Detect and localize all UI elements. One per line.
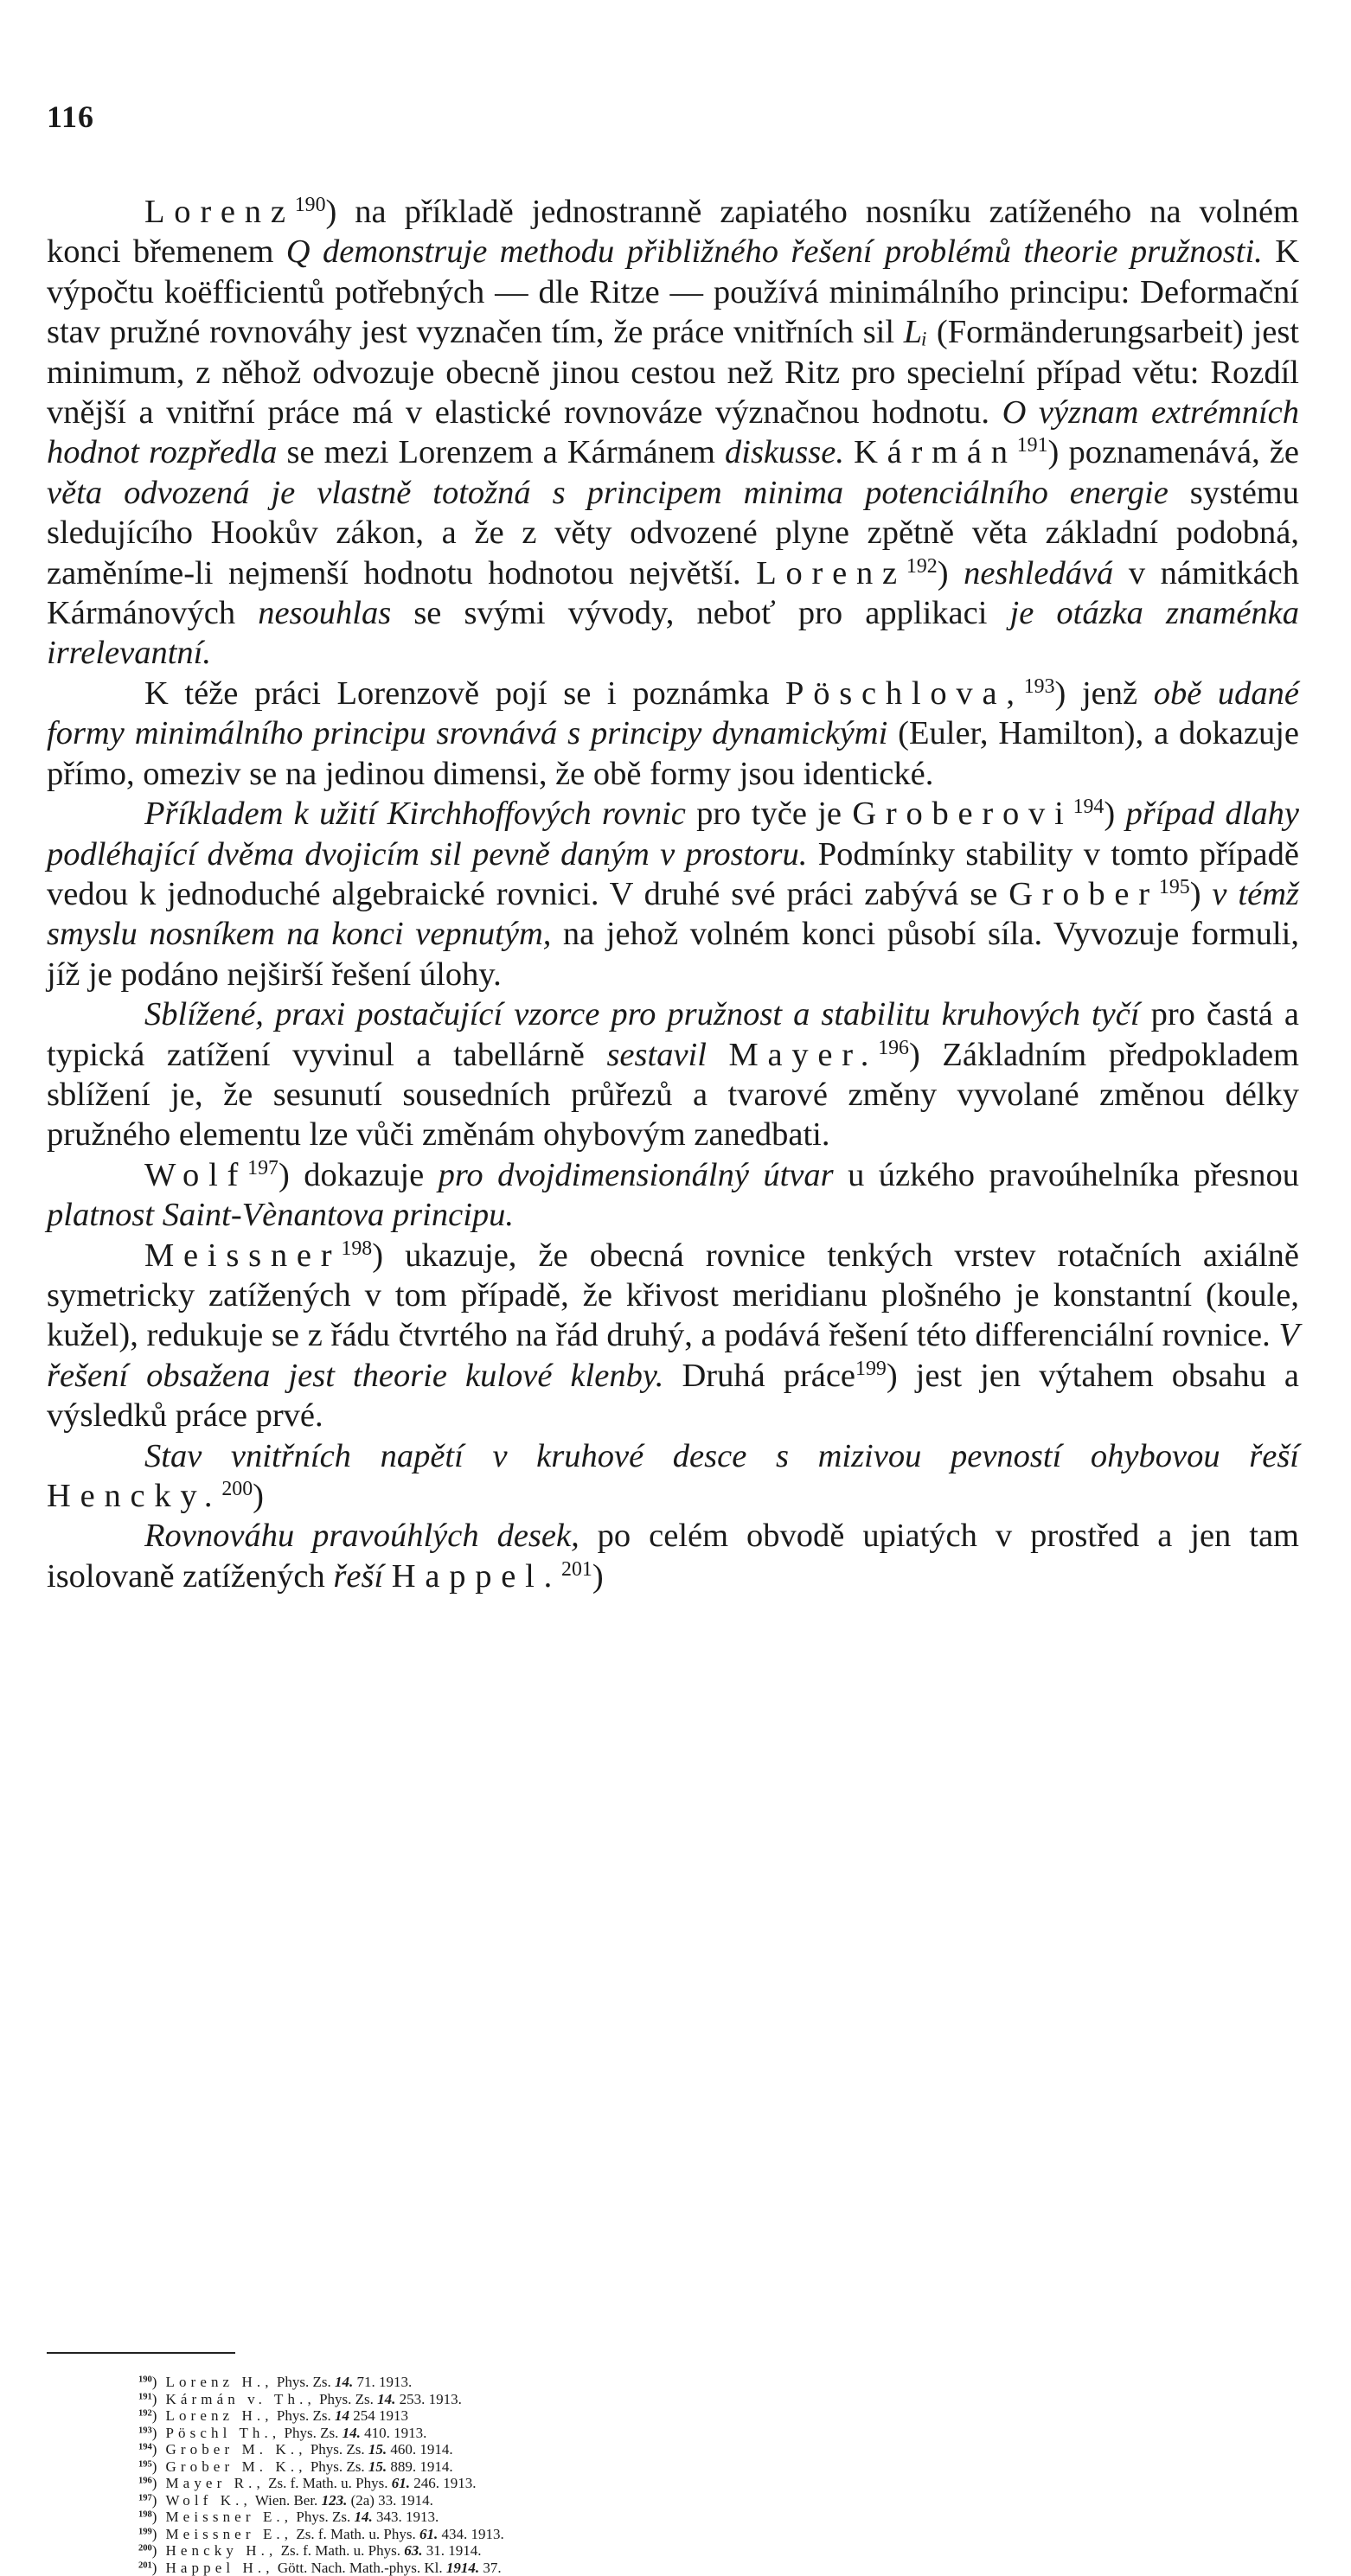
footnote-pages-year: 434. 1913. — [438, 2526, 504, 2542]
text-segment: pro dvojdimensionálný útvar — [439, 1157, 834, 1193]
footnote-pages-year: (2a) 33. 1914. — [347, 2492, 433, 2509]
footnote-bracket: ) — [152, 2374, 157, 2390]
footnote-bracket: ) — [152, 2458, 157, 2475]
footnote-number: 200 — [138, 2544, 152, 2554]
footnote-bracket: ) — [152, 2509, 157, 2525]
footnote-separator — [47, 2352, 235, 2354]
paragraph — [47, 1236, 1299, 1436]
footnote-reference: 199 — [855, 1358, 887, 1380]
text-segment: ) dokazuje — [279, 1157, 439, 1193]
text-segment: v námitkách Kármánových — [47, 555, 1299, 631]
text-segment — [383, 1558, 392, 1595]
footnote-bracket: ) — [152, 2391, 157, 2407]
paragraph — [47, 1436, 1299, 1517]
text-segment: systému sledujícího Hookův zákon, a že z věty odvozené plyne zpětně věta základní podobná, zaměníme-li nejmenší hodnotu hodnotou největší. — [47, 475, 1299, 591]
text-segment: případ dlahy podléhající dvěma dvojicím sil pevně daným v prostoru. — [47, 796, 1299, 872]
author-name: Lorenz — [144, 194, 295, 230]
footnote-reference: 190 — [295, 194, 326, 216]
paragraph — [47, 1516, 1299, 1596]
text-segment: ) — [1104, 796, 1125, 832]
author-name: Happel. — [392, 1558, 561, 1595]
footnote-source: Phys. Zs. — [280, 2425, 342, 2441]
footnote-reference: 197 — [247, 1157, 279, 1179]
footnote-volume: 14. — [377, 2391, 395, 2407]
footnote-pages-year: 37. — [479, 2560, 502, 2576]
footnote-volume: 14. — [335, 2374, 353, 2390]
footnote-number: 191 — [138, 2392, 152, 2401]
text-segment: ) jest jen výtahem obsahu a výsledků práce prvé. — [47, 1358, 1299, 1434]
footnote-number: 199 — [138, 2527, 152, 2536]
text-segment: věta odvozená je vlastně totožná s principem minima potenciálního energie — [47, 475, 1169, 511]
author-name: Kármán — [854, 434, 1017, 470]
footnote-author: Hencky H., — [165, 2542, 277, 2559]
main-text — [47, 192, 1299, 1596]
footnote — [138, 2458, 1263, 2476]
footnote-source: Gött. Nach. Math.-phys. Kl. — [274, 2560, 446, 2576]
footnote-source: Wien. Ber. — [252, 2492, 322, 2509]
footnote-reference: 201 — [561, 1558, 592, 1581]
text-segment: nesouhlas — [258, 595, 391, 631]
footnote — [138, 2560, 1263, 2576]
author-name: Meissner — [144, 1237, 341, 1274]
text-segment: (Formänderungsarbeit) jest minimum, z něhož odvozuje obecně jinou cestou než Ritz pro specielní případ větu: Rozdíl vnější a vnitřní práce má v elastické rovnováze význačnou hodnotu. — [47, 314, 1299, 431]
footnote-volume: 1914. — [446, 2560, 479, 2576]
footnote-pages-year: 410. 1913. — [361, 2425, 427, 2441]
text-segment: K výpočtu koëfficientů potřebných — dle Ritze — používá minimálního principu: Deformační stav pružné rovnováhy jest vyznačen tím, že práce vnitřních sil — [47, 233, 1299, 350]
footnote-bracket: ) — [152, 2407, 157, 2424]
footnote-number: 192 — [138, 2409, 152, 2419]
footnote-number: 195 — [138, 2459, 152, 2469]
text-segment: řeší — [333, 1558, 383, 1595]
footnote-pages-year: 253. 1913. — [395, 2391, 462, 2407]
footnote-reference: 195 — [1159, 876, 1190, 898]
text-segment: na jehož volném konci působí síla. Vyvozuje formuli, jíž je podáno nejširší řešení úlohy. — [47, 916, 1299, 992]
footnote-reference: 200 — [221, 1478, 253, 1500]
footnote-volume: 14. — [354, 2509, 372, 2525]
footnote-pages-year: 254 1913 — [349, 2407, 408, 2424]
text-segment: v témž smyslu nosníkem na konci vepnutým, — [47, 876, 1299, 952]
footnote-pages-year: 343. 1913. — [373, 2509, 439, 2525]
paragraph — [47, 192, 1299, 674]
footnote-author: Kármán v. Th., — [165, 2391, 315, 2407]
text-segment: pro častá a typická zatížení vyvinul a tabellárně — [47, 996, 1299, 1072]
footnote-source: Phys. Zs. — [316, 2391, 377, 2407]
text-segment: u úzkého pravoúhelníka přesnou — [834, 1157, 1299, 1193]
footnote — [138, 2374, 1263, 2391]
footnote-source: Zs. f. Math. u. Phys. — [265, 2475, 392, 2491]
footnote-reference: 191 — [1017, 434, 1048, 457]
footnote-pages-year: 246. 1913. — [410, 2475, 477, 2491]
footnote-pages-year: 71. 1913. — [353, 2374, 412, 2390]
text-segment: (Euler, Hamilton), a dokazuje přímo, omeziv se na jedinou dimensi, že obě formy jsou identické. — [47, 715, 1299, 791]
text-segment: V řešení obsažena jest theorie kulové klenby. — [47, 1317, 1299, 1393]
footnote-reference: 196 — [878, 1036, 909, 1058]
text-segment: ) jenž — [1055, 675, 1154, 712]
footnote-author: Happel H., — [165, 2560, 273, 2576]
text-segment — [707, 1037, 729, 1073]
text-segment: sestavil — [606, 1037, 706, 1073]
footnote-source: Phys. Zs. — [273, 2407, 335, 2424]
paragraph — [47, 1155, 1299, 1236]
text-segment: ) — [253, 1478, 264, 1514]
text-segment: platnost Saint-Vènantova principu. — [47, 1197, 514, 1233]
paragraph — [47, 994, 1299, 1155]
footnote — [138, 2407, 1263, 2425]
text-segment: pro tyče je — [686, 796, 852, 832]
footnote-source: Phys. Zs. — [307, 2441, 368, 2458]
text-segment: Druhá práce — [663, 1358, 855, 1394]
footnote-number: 201 — [138, 2560, 152, 2570]
text-segment: je otázka znaménka irrelevantní. — [47, 595, 1299, 671]
author-name: Hencky. — [47, 1478, 221, 1514]
footnote-bracket: ) — [152, 2441, 157, 2458]
author-name: Pöschlova, — [785, 675, 1024, 712]
text-segment: se mezi Lorenzem a Kármánem — [277, 434, 725, 470]
author-name: Mayer. — [729, 1037, 879, 1073]
footnote-author: Meissner E., — [165, 2509, 292, 2525]
footnote-source: Phys. Zs. — [273, 2374, 335, 2390]
footnote-number: 193 — [138, 2426, 152, 2435]
text-segment: ) na příkladě jednostranně zapiatého nosníku zatíženého na volném konci břemenem — [47, 194, 1299, 270]
footnote-bracket: ) — [152, 2542, 157, 2559]
footnote-author: Grober M. K., — [165, 2458, 306, 2475]
footnotes — [138, 2374, 1263, 2576]
footnote-number: 194 — [138, 2443, 152, 2452]
footnote-volume: 15. — [368, 2441, 387, 2458]
footnote-number: 196 — [138, 2477, 152, 2486]
footnote-source: Phys. Zs. — [307, 2458, 368, 2475]
footnote — [138, 2475, 1263, 2492]
text-segment: Příkladem k užití Kirchhoffových rovnic — [144, 796, 686, 832]
text-segment: Podmínky stability v tomto případě vedou k jednoduché algebraické rovnici. V druhé své práci zabývá se — [47, 836, 1299, 912]
footnote-bracket: ) — [152, 2492, 157, 2509]
footnote-volume: 14 — [335, 2407, 349, 2424]
footnote-author: Lorenz H., — [165, 2407, 272, 2424]
text-segment: diskusse. — [725, 434, 844, 470]
footnote — [138, 2492, 1263, 2509]
text-segment — [844, 434, 854, 470]
footnote — [138, 2526, 1263, 2543]
text-segment: neshledává — [964, 555, 1113, 591]
text-segment: ) — [592, 1558, 604, 1595]
footnote-volume: 63. — [404, 2542, 422, 2559]
footnote-reference: 192 — [906, 555, 938, 578]
footnote-source: Zs. f. Math. u. Phys. — [277, 2542, 404, 2559]
text-segment: K téže práci Lorenzově pojí se i poznámka — [144, 675, 785, 712]
text-segment: ) poznamenává, že — [1048, 434, 1299, 470]
footnote-pages-year: 460. 1914. — [387, 2441, 453, 2458]
text-segment: ) — [1190, 876, 1213, 912]
footnote-bracket: ) — [152, 2560, 157, 2576]
text-segment: ) — [938, 555, 964, 591]
footnote — [138, 2391, 1263, 2408]
footnote-source: Phys. Zs. — [292, 2509, 354, 2525]
footnote-author: Grober M. K., — [165, 2441, 306, 2458]
footnote-reference: 193 — [1024, 675, 1055, 698]
footnote-reference: 198 — [341, 1237, 372, 1259]
footnote — [138, 2441, 1263, 2458]
footnote-number: 198 — [138, 2510, 152, 2520]
footnote-number: 197 — [138, 2493, 152, 2502]
text-segment: ) ukazuje, že obecná rovnice tenkých vrstev rotačních axiálně symetricky zatížených v tom případě, že křivost meridianu plošného je konstantní (koule, kužel), redukuje se z řádu čtvrtého na řád druhý, a podává řešení této differenciální rovnice. — [47, 1237, 1299, 1354]
footnote-pages-year: 889. 1914. — [387, 2458, 453, 2475]
footnote-source: Zs. f. Math. u. Phys. — [292, 2526, 419, 2542]
footnote-bracket: ) — [152, 2475, 157, 2491]
author-name: Groberovi — [852, 796, 1072, 832]
footnote-volume: 123. — [322, 2492, 348, 2509]
text-segment: se svými vývody, neboť pro applikaci — [391, 595, 1009, 631]
footnote-reference: 194 — [1073, 796, 1104, 818]
footnote-volume: 15. — [368, 2458, 387, 2475]
text-segment: Lᵢ — [904, 314, 928, 350]
page-number: 116 — [47, 99, 94, 135]
paragraph — [47, 674, 1299, 794]
footnote-volume: 14. — [343, 2425, 361, 2441]
footnote-number: 190 — [138, 2375, 152, 2385]
footnote-author: Mayer R., — [165, 2475, 264, 2491]
footnote — [138, 2542, 1263, 2560]
text-segment: Sblížené, praxi postačující vzorce pro pružnost a stabilitu kruhových tyčí — [144, 996, 1140, 1032]
text-segment: Stav vnitřních napětí v kruhové desce s mizivou pevností ohybovou řeší — [144, 1438, 1299, 1474]
text-segment: O význam extrémních hodnot rozpředla — [47, 394, 1299, 470]
footnote-author: Pöschl Th., — [165, 2425, 280, 2441]
footnote-author: Meissner E., — [165, 2526, 292, 2542]
text-segment: Rovnováhu pravoúhlých desek, — [144, 1518, 579, 1554]
footnote-volume: 61. — [419, 2526, 438, 2542]
footnote-pages-year: 31. 1914. — [423, 2542, 482, 2559]
author-name: Grober — [1008, 876, 1159, 912]
author-name: Wolf — [144, 1157, 247, 1193]
footnote-volume: 61. — [392, 2475, 410, 2491]
text-segment: ) Základním předpokladem sblížení je, že sesunutí sousedních průřezů a tvarové změny vyvolané změnou délky pružného elementu lze vůči změnám ohybovým zanedbati. — [47, 1037, 1299, 1154]
text-segment: Q demonstruje methodu přibližného řešení problémů theorie pružnosti. — [286, 233, 1263, 270]
footnote-author: Wolf K., — [165, 2492, 251, 2509]
footnote-bracket: ) — [152, 2425, 157, 2441]
footnote — [138, 2425, 1263, 2442]
footnote-author: Lorenz H., — [165, 2374, 272, 2390]
footnote-bracket: ) — [152, 2526, 157, 2542]
text-segment: po celém obvodě upiatých v prostřed a jen tam isolovaně zatížených — [47, 1518, 1299, 1594]
text-segment: obě udané formy minimálního principu srovnává s principy dynamickými — [47, 675, 1299, 751]
footnote — [138, 2509, 1263, 2526]
paragraph — [47, 794, 1299, 994]
author-name: Lorenz — [756, 555, 906, 591]
